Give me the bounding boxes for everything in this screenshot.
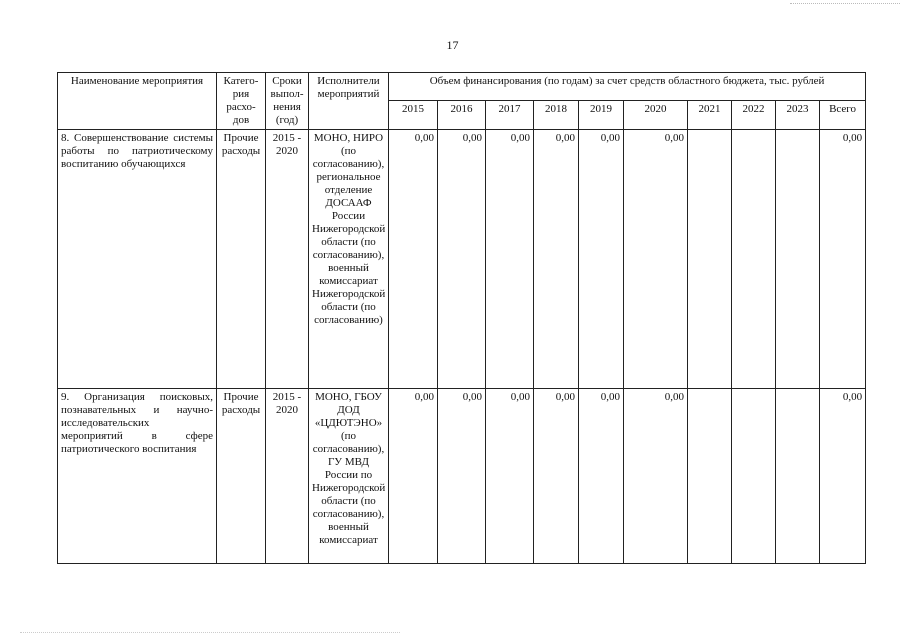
row-value-2020: 0,00	[624, 389, 688, 564]
header-terms	[266, 73, 309, 130]
row-executors: МОНО, ГБОУ ДОД «ЦДЮТЭНО» (по согласованию), ГУ МВД России по Нижегородской области (по согласованию), военный комиссариат	[309, 389, 389, 564]
row-value-2019: 0,00	[579, 130, 624, 389]
row-value-total: 0,00	[820, 130, 866, 389]
table-row	[58, 389, 866, 564]
header-year: 2015	[389, 100, 438, 129]
row-value-2021	[688, 389, 732, 564]
row-value-2018: 0,00	[534, 130, 579, 389]
header-funding	[389, 73, 866, 101]
header-year: 2023	[776, 100, 820, 129]
header-year: 2019	[579, 100, 624, 129]
row-value-2023	[776, 389, 820, 564]
header-year: 2016	[438, 100, 486, 129]
header-total: Всего	[820, 100, 866, 129]
row-value-2017: 0,00	[486, 130, 534, 389]
header-funding-text: Объем финансирования (по годам) за счет средств областного бюджета, тыс. рублей	[429, 75, 825, 87]
row-executors: МОНО, НИРО (по согласованию), региональное отделение ДОСААФ России Нижегородской области (по согласованию), военный комиссариат Нижегородской области (по согласованию)	[309, 130, 389, 389]
row-name: 8. Совершенствование системы работы по патриотическому воспитанию обучающихся	[58, 130, 217, 389]
header-terms-text: Сроки выпол- нения (год)	[270, 75, 304, 126]
header-executors	[309, 73, 389, 130]
row-terms: 2015 - 2020	[266, 130, 309, 389]
header-row-1	[58, 73, 866, 101]
scan-edge-bottom	[20, 632, 400, 633]
row-value-2015: 0,00	[389, 130, 438, 389]
row-value-2016: 0,00	[438, 130, 486, 389]
header-year: 2020	[624, 100, 688, 129]
header-executors-text: Исполнители мероприятий	[317, 75, 380, 100]
table-row	[58, 130, 866, 389]
header-name	[58, 73, 217, 130]
row-value-2023	[776, 130, 820, 389]
row-value-2022	[732, 389, 776, 564]
header-name-text: Наименование мероприятия	[70, 75, 204, 87]
row-value-2018: 0,00	[534, 389, 579, 564]
row-value-2019: 0,00	[579, 389, 624, 564]
row-value-2017: 0,00	[486, 389, 534, 564]
row-value-2021	[688, 130, 732, 389]
header-category	[217, 73, 266, 130]
row-value-2015: 0,00	[389, 389, 438, 564]
funding-table	[57, 72, 866, 564]
row-name: 9. Организация поисковых, познавательных и научно-исследовательских мероприятий в сфере патриотического воспитания	[58, 389, 217, 564]
row-category: Прочие расходы	[217, 389, 266, 564]
row-value-2020: 0,00	[624, 130, 688, 389]
row-value-2016: 0,00	[438, 389, 486, 564]
header-year: 2022	[732, 100, 776, 129]
header-year: 2021	[688, 100, 732, 129]
header-year: 2018	[534, 100, 579, 129]
scan-edge-top	[790, 3, 900, 4]
row-category: Прочие расходы	[217, 130, 266, 389]
page-number: 17	[446, 38, 459, 52]
row-value-2022	[732, 130, 776, 389]
row-terms: 2015 - 2020	[266, 389, 309, 564]
row-value-total: 0,00	[820, 389, 866, 564]
header-category-text: Катего- рия расхо- дов	[223, 75, 259, 126]
header-year: 2017	[486, 100, 534, 129]
